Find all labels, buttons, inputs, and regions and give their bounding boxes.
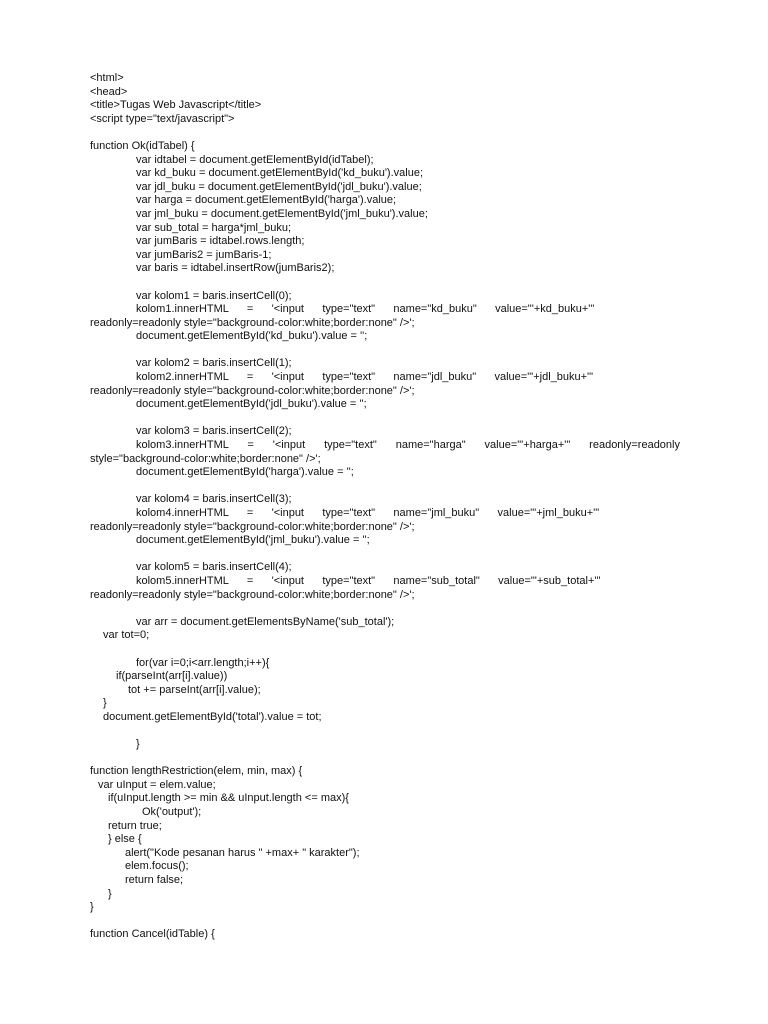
- code-line: readonly=readonly style="background-color:white;border:none" />';: [90, 316, 415, 329]
- code-line: document.getElementById('jml_buku').value = '';: [136, 534, 370, 547]
- code-line: document.getElementById('harga').value = '';: [136, 466, 354, 479]
- code-line: var kd_buku = document.getElementById('kd_buku').value;: [136, 167, 424, 180]
- code-line: var uInput = elem.value;: [98, 778, 216, 791]
- code-line: return false;: [125, 874, 184, 887]
- code-line: } else {: [108, 833, 142, 846]
- code-line: var baris = idtabel.insertRow(jumBaris2);: [136, 262, 335, 275]
- code-line: }: [90, 901, 94, 914]
- blank-line: [90, 480, 680, 494]
- code-line: Ok('output');: [142, 806, 202, 819]
- code-line: var jumBaris = idtabel.rows.length;: [136, 235, 305, 248]
- blank-line: [90, 276, 680, 290]
- code-line: var jdl_buku = document.getElementById('jdl_buku').value;: [136, 180, 422, 193]
- code-line: }: [136, 738, 140, 751]
- code-line: document.getElementById('jdl_buku').value = '';: [136, 398, 367, 411]
- code-line: var kolom4 = baris.insertCell(3);: [136, 493, 292, 506]
- code-line: readonly=readonly style="background-color:white;border:none" />';: [90, 588, 415, 601]
- code-line: var kolom2 = baris.insertCell(1);: [136, 357, 292, 370]
- code-line: var jml_buku = document.getElementById('jml_buku').value;: [136, 207, 428, 220]
- code-line: kolom1.innerHTML = '<input type="text" name="kd_buku" value="'+kd_buku+'": [136, 303, 595, 316]
- code-line: if(uInput.length >= min && uInput.length <= max){: [108, 792, 349, 805]
- blank-line: [90, 548, 680, 562]
- code-line: var jumBaris2 = jumBaris-1;: [136, 248, 272, 261]
- code-line: for(var i=0;i<arr.length;i++){: [136, 656, 270, 669]
- code-line: var tot=0;: [103, 629, 150, 642]
- blank-line: [90, 126, 680, 140]
- code-line: readonly=readonly style="background-color:white;border:none" />';: [90, 520, 415, 533]
- blank-line: [90, 643, 680, 657]
- code-line: style="background-color:white;border:none" />';: [90, 452, 321, 465]
- blank-line: [90, 915, 680, 929]
- code-line: <html>: [90, 72, 124, 84]
- code-line: tot += parseInt(arr[i].value);: [128, 683, 261, 696]
- blank-line: [90, 412, 680, 426]
- code-line: readonly=readonly style="background-color:white;border:none" />';: [90, 384, 415, 397]
- code-line: kolom2.innerHTML = '<input type="text" name="jdl_buku" value="'+jdl_buku+'": [136, 371, 594, 384]
- code-line: document.getElementById('total').value = tot;: [103, 710, 322, 723]
- code-line: var idtabel = document.getElementById(idTabel);: [136, 153, 374, 166]
- code-line: if(parseInt(arr[i].value)): [116, 670, 228, 683]
- code-line: }: [108, 887, 112, 900]
- code-listing: [90, 72, 680, 942]
- code-line: }: [103, 697, 107, 710]
- blank-line: [90, 725, 680, 739]
- code-line: var harga = document.getElementById('harga').value;: [136, 194, 397, 207]
- code-line: elem.focus();: [125, 860, 189, 873]
- code-line: <head>: [90, 85, 128, 98]
- code-line: kolom4.innerHTML = '<input type="text" name="jml_buku" value="'+jml_buku+'": [136, 507, 600, 519]
- code-line: function Cancel(idTable) {: [90, 928, 215, 941]
- code-line: alert("Kode pesanan harus " +max+ " karakter");: [125, 846, 360, 859]
- code-line: document.getElementById('kd_buku').value = '';: [136, 330, 368, 343]
- blank-line: [90, 602, 680, 616]
- blank-line: [90, 344, 680, 358]
- code-line: <title>Tugas Web Javascript</title>: [90, 99, 262, 112]
- code-line: var sub_total = harga*jml_buku;: [136, 221, 292, 234]
- code-line: <script type="text/javascript">: [90, 112, 235, 125]
- code-line: var kolom5 = baris.insertCell(4);: [136, 561, 292, 574]
- code-line: var kolom3 = baris.insertCell(2);: [136, 425, 292, 438]
- blank-line: [90, 752, 680, 766]
- code-line: function lengthRestriction(elem, min, max) {: [90, 765, 303, 778]
- code-line: kolom5.innerHTML = '<input type="text" name="sub_total" value="'+sub_total+'": [136, 574, 601, 587]
- code-line: var kolom1 = baris.insertCell(0);: [136, 289, 292, 302]
- code-line: return true;: [108, 819, 162, 832]
- code-line: var arr = document.getElementsByName('sub_total');: [136, 615, 395, 628]
- code-line: function Ok(idTabel) {: [90, 139, 195, 152]
- code-line: kolom3.innerHTML = '<input type="text" name="harga" value="'+harga+'" readonly=readonly: [136, 439, 680, 452]
